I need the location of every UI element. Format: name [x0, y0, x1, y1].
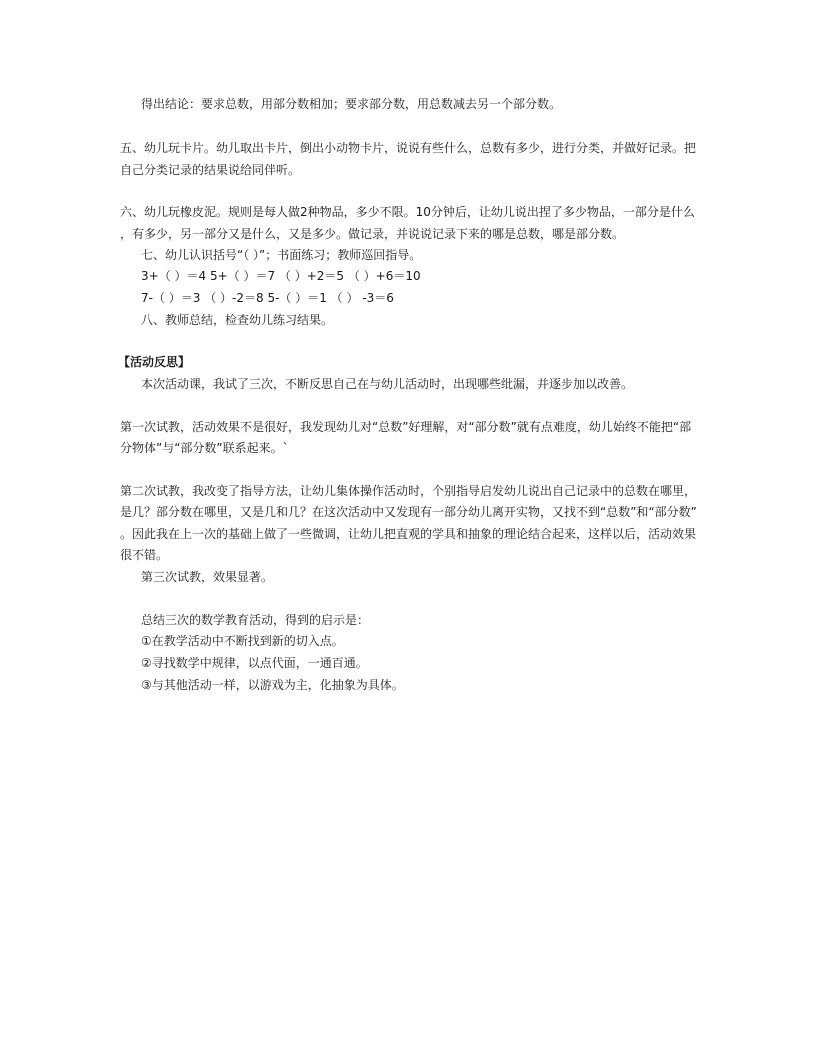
first-trial-line-2: 分物体”与“部分数”联系起来。`	[120, 441, 289, 455]
second-trial-line-1: 第二次试教，我改变了指导方法，让幼儿集体操作活动时，个别指导启发幼儿说出自己记录中的总数在哪里，	[120, 484, 697, 498]
reflection-intro: 本次活动课，我试了三次，不断反思自己在与幼儿活动时，出现哪些纰漏，并逐步加以改善。	[141, 377, 634, 391]
step-six-line-2: ，有多少，另一部分又是什么，又是多少。做记录，并说说记录下来的哪是总数，哪是部分数。	[120, 227, 625, 241]
second-trial-line-2: 是几？部分数在哪里，又是几和几？在这次活动中又发现有一部分幼儿离开实物，又找不到“总数”和“部分数”	[120, 505, 697, 519]
step-five-line-2: 自己分类记录的结果说给同伴听。	[120, 163, 301, 177]
step-seven-line: 七、幼儿认识括号“（ ）”；书面练习；教师巡回指导。	[141, 248, 422, 262]
summary-point-1: ①在教学活动中不断找到新的切入点。	[141, 634, 344, 648]
step-eight-line: 八、教师总结，检查幼儿练习结果。	[141, 313, 334, 327]
second-trial-line-4: 很不错。	[120, 548, 169, 562]
conclusion-line: 得出结论：要求总数，用部分数相加；要求部分数，用总数减去另一个部分数。	[141, 97, 562, 111]
summary-point-2: ②寻找数学中规律，以点代面，一通百通。	[141, 656, 368, 670]
summary-intro: 总结三次的数学教育活动，得到的启示是：	[141, 613, 370, 627]
step-six-line-1: 六、幼儿玩橡皮泥。规则是每人做2种物品，多少不限。10分钟后，让幼儿说出捏了多少物品，一部分是什么	[120, 205, 695, 219]
exercise-line-2: 7-（ ）＝3 （ ）-2＝8 5-（ ）＝1 （ ） -3＝6	[141, 291, 394, 305]
first-trial-line-1: 第一次试教，活动效果不是很好，我发现幼儿对“总数”好理解，对“部分数”就有点难度，幼儿始终不能把“部	[120, 420, 692, 434]
exercise-line-1: 3+（ ）＝4 5+（ ）＝7 （ ）+2＝5 （ ）+6＝10	[141, 269, 421, 283]
reflection-heading: 【活动反思】	[118, 355, 191, 369]
third-trial-line: 第三次试教，效果显著。	[141, 570, 274, 584]
second-trial-line-3: 。因此我在上一次的基础上做了一些微调，让幼儿把直观的学具和抽象的理论结合起来，这样以后，活动效果	[120, 527, 697, 541]
summary-point-3: ③与其他活动一样，以游戏为主，化抽象为具体。	[141, 678, 404, 692]
step-five-line-1: 五、幼儿玩卡片。幼儿取出卡片，倒出小动物卡片，说说有些什么，总数有多少，进行分类，并做好记录。把	[120, 141, 697, 155]
